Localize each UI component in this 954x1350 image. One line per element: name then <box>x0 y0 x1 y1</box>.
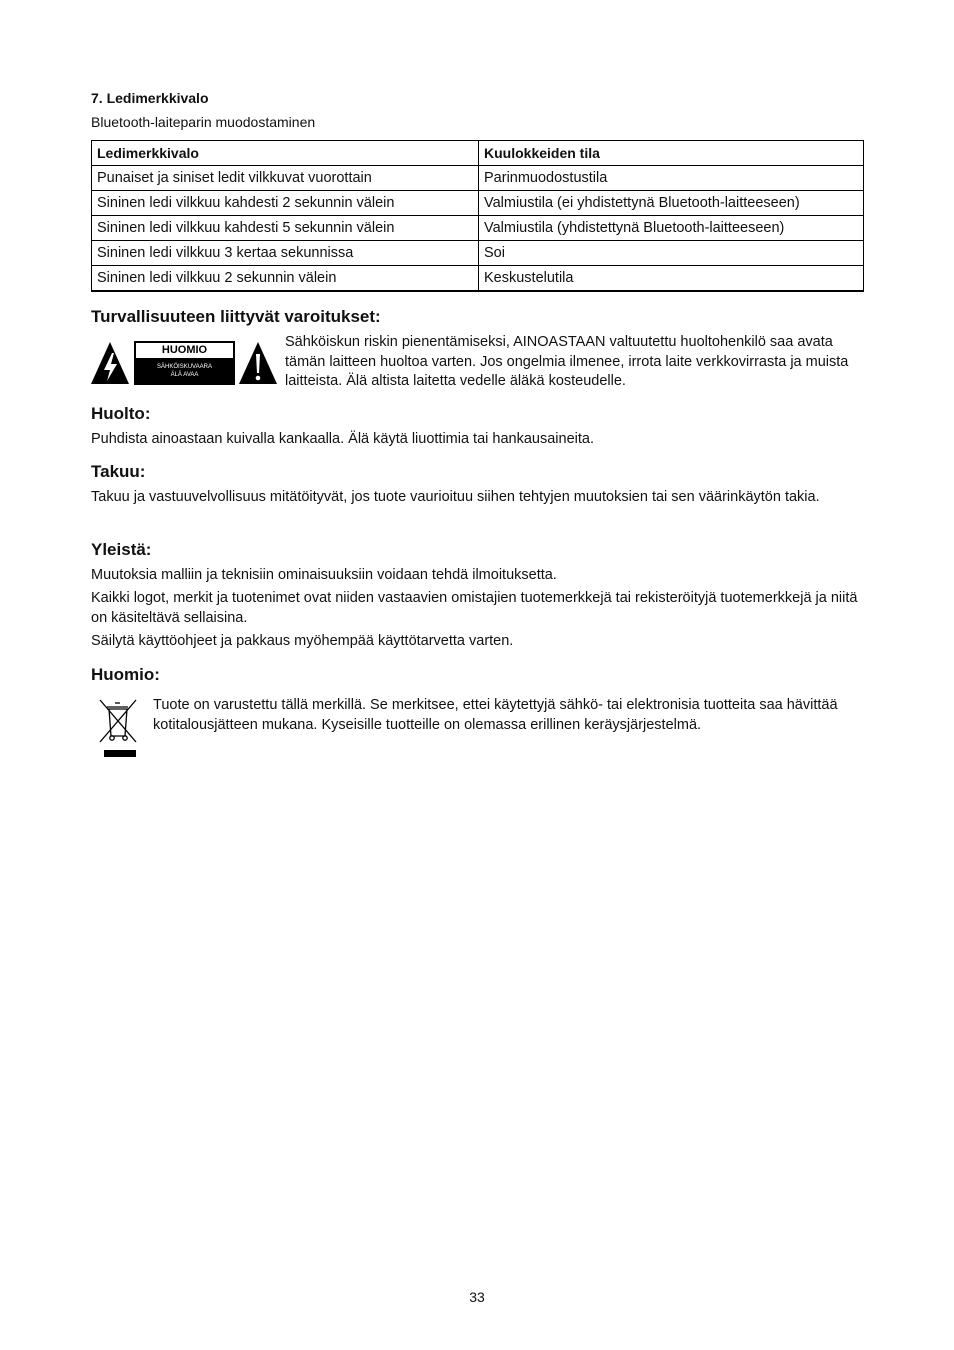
table-cell: Parinmuodostustila <box>479 166 864 191</box>
table-row <box>92 241 864 266</box>
crossed-out-wheelie-bin-icon <box>98 698 140 760</box>
table-cell: Sininen ledi vilkkuu kahdesti 5 sekunnin välein <box>92 216 479 241</box>
safety-text: Sähköiskun riskin pienentämiseksi, AINOASTAAN valtuutettu huoltohenkilö saa avata tämän laitteen huoltoa varten. Jos ongelmia ilmenee, irrota laite verkkovirrasta ja muista laitteista. Älä altista laitetta vedelle äläkä kosteudelle. <box>285 334 849 389</box>
table-cell: Soi <box>479 241 864 266</box>
maintenance-heading: Huolto: <box>91 404 151 423</box>
general-heading: Yleistä: <box>91 540 152 559</box>
table-cell: Keskustelutila <box>479 266 864 292</box>
warranty-text: Takuu ja vastuuvelvollisuus mitätöityvät, jos tuote vaurioituu siihen tehtyjen muutoksien tai sen väärinkäytön takia. <box>91 489 820 505</box>
general-text-3: Säilytä käyttöohjeet ja pakkaus myöhempää käyttötarvetta varten. <box>91 633 514 649</box>
table-cell: Sininen ledi vilkkuu kahdesti 2 sekunnin välein <box>92 191 479 216</box>
table-header-cell: Kuulokkeiden tila <box>479 141 864 166</box>
warranty-heading: Takuu: <box>91 462 146 481</box>
notice-text: Tuote on varustettu tällä merkillä. Se merkitsee, ettei käytettyjä sähkö- tai elektronisia tuotteita saa hävittää kotitalousjätteen mukana. Kyseisille tuotteille on olemassa erillinen keräysjärjestelmä. <box>153 697 838 733</box>
table-row <box>92 191 864 216</box>
table-cell: Sininen ledi vilkkuu 3 kertaa sekunnissa <box>92 241 479 266</box>
caution-label-title: HUOMIO <box>136 343 233 358</box>
exclamation-warning-icon <box>238 341 278 385</box>
table-row <box>92 166 864 191</box>
led-status-table <box>91 140 864 292</box>
safety-heading: Turvallisuuteen liittyvät varoitukset: <box>91 307 381 326</box>
general-text-1: Muutoksia malliin ja teknisiin ominaisuuksiin voidaan tehdä ilmoituksetta. <box>91 567 557 583</box>
table-cell: Valmiustila (yhdistettynä Bluetooth-laitteeseen) <box>479 216 864 241</box>
table-cell: Sininen ledi vilkkuu 2 sekunnin välein <box>92 266 479 292</box>
general-text-2: Kaikki logot, merkit ja tuotenimet ovat niiden vastaavien omistajien tuotemerkkejä tai rekisteröityjä tuotemerkkejä ja niitä on käsiteltävä sellaisina. <box>91 590 858 626</box>
table-header-cell: Ledimerkkivalo <box>92 141 479 166</box>
maintenance-text: Puhdista ainoastaan kuivalla kankaalla. Älä käytä liuottimia tai hankausaineita. <box>91 431 594 447</box>
table-row <box>92 216 864 241</box>
caution-label <box>134 341 235 385</box>
table-cell: Valmiustila (ei yhdistettynä Bluetooth-laitteeseen) <box>479 191 864 216</box>
table-header-row <box>92 141 864 166</box>
page-number: 33 <box>469 1289 485 1305</box>
section-subtitle: Bluetooth-laiteparin muodostaminen <box>91 114 316 130</box>
lightning-warning-icon <box>90 341 130 385</box>
caution-label-line: SÄHKÖISKUVAARA <box>157 364 212 370</box>
section-title: 7. Ledimerkkivalo <box>91 90 209 106</box>
table-row <box>92 266 864 292</box>
notice-heading: Huomio: <box>91 665 160 684</box>
table-cell: Punaiset ja siniset ledit vilkkuvat vuorottain <box>92 166 479 191</box>
caution-label-line: ÄLÄ AVAA <box>170 372 199 378</box>
